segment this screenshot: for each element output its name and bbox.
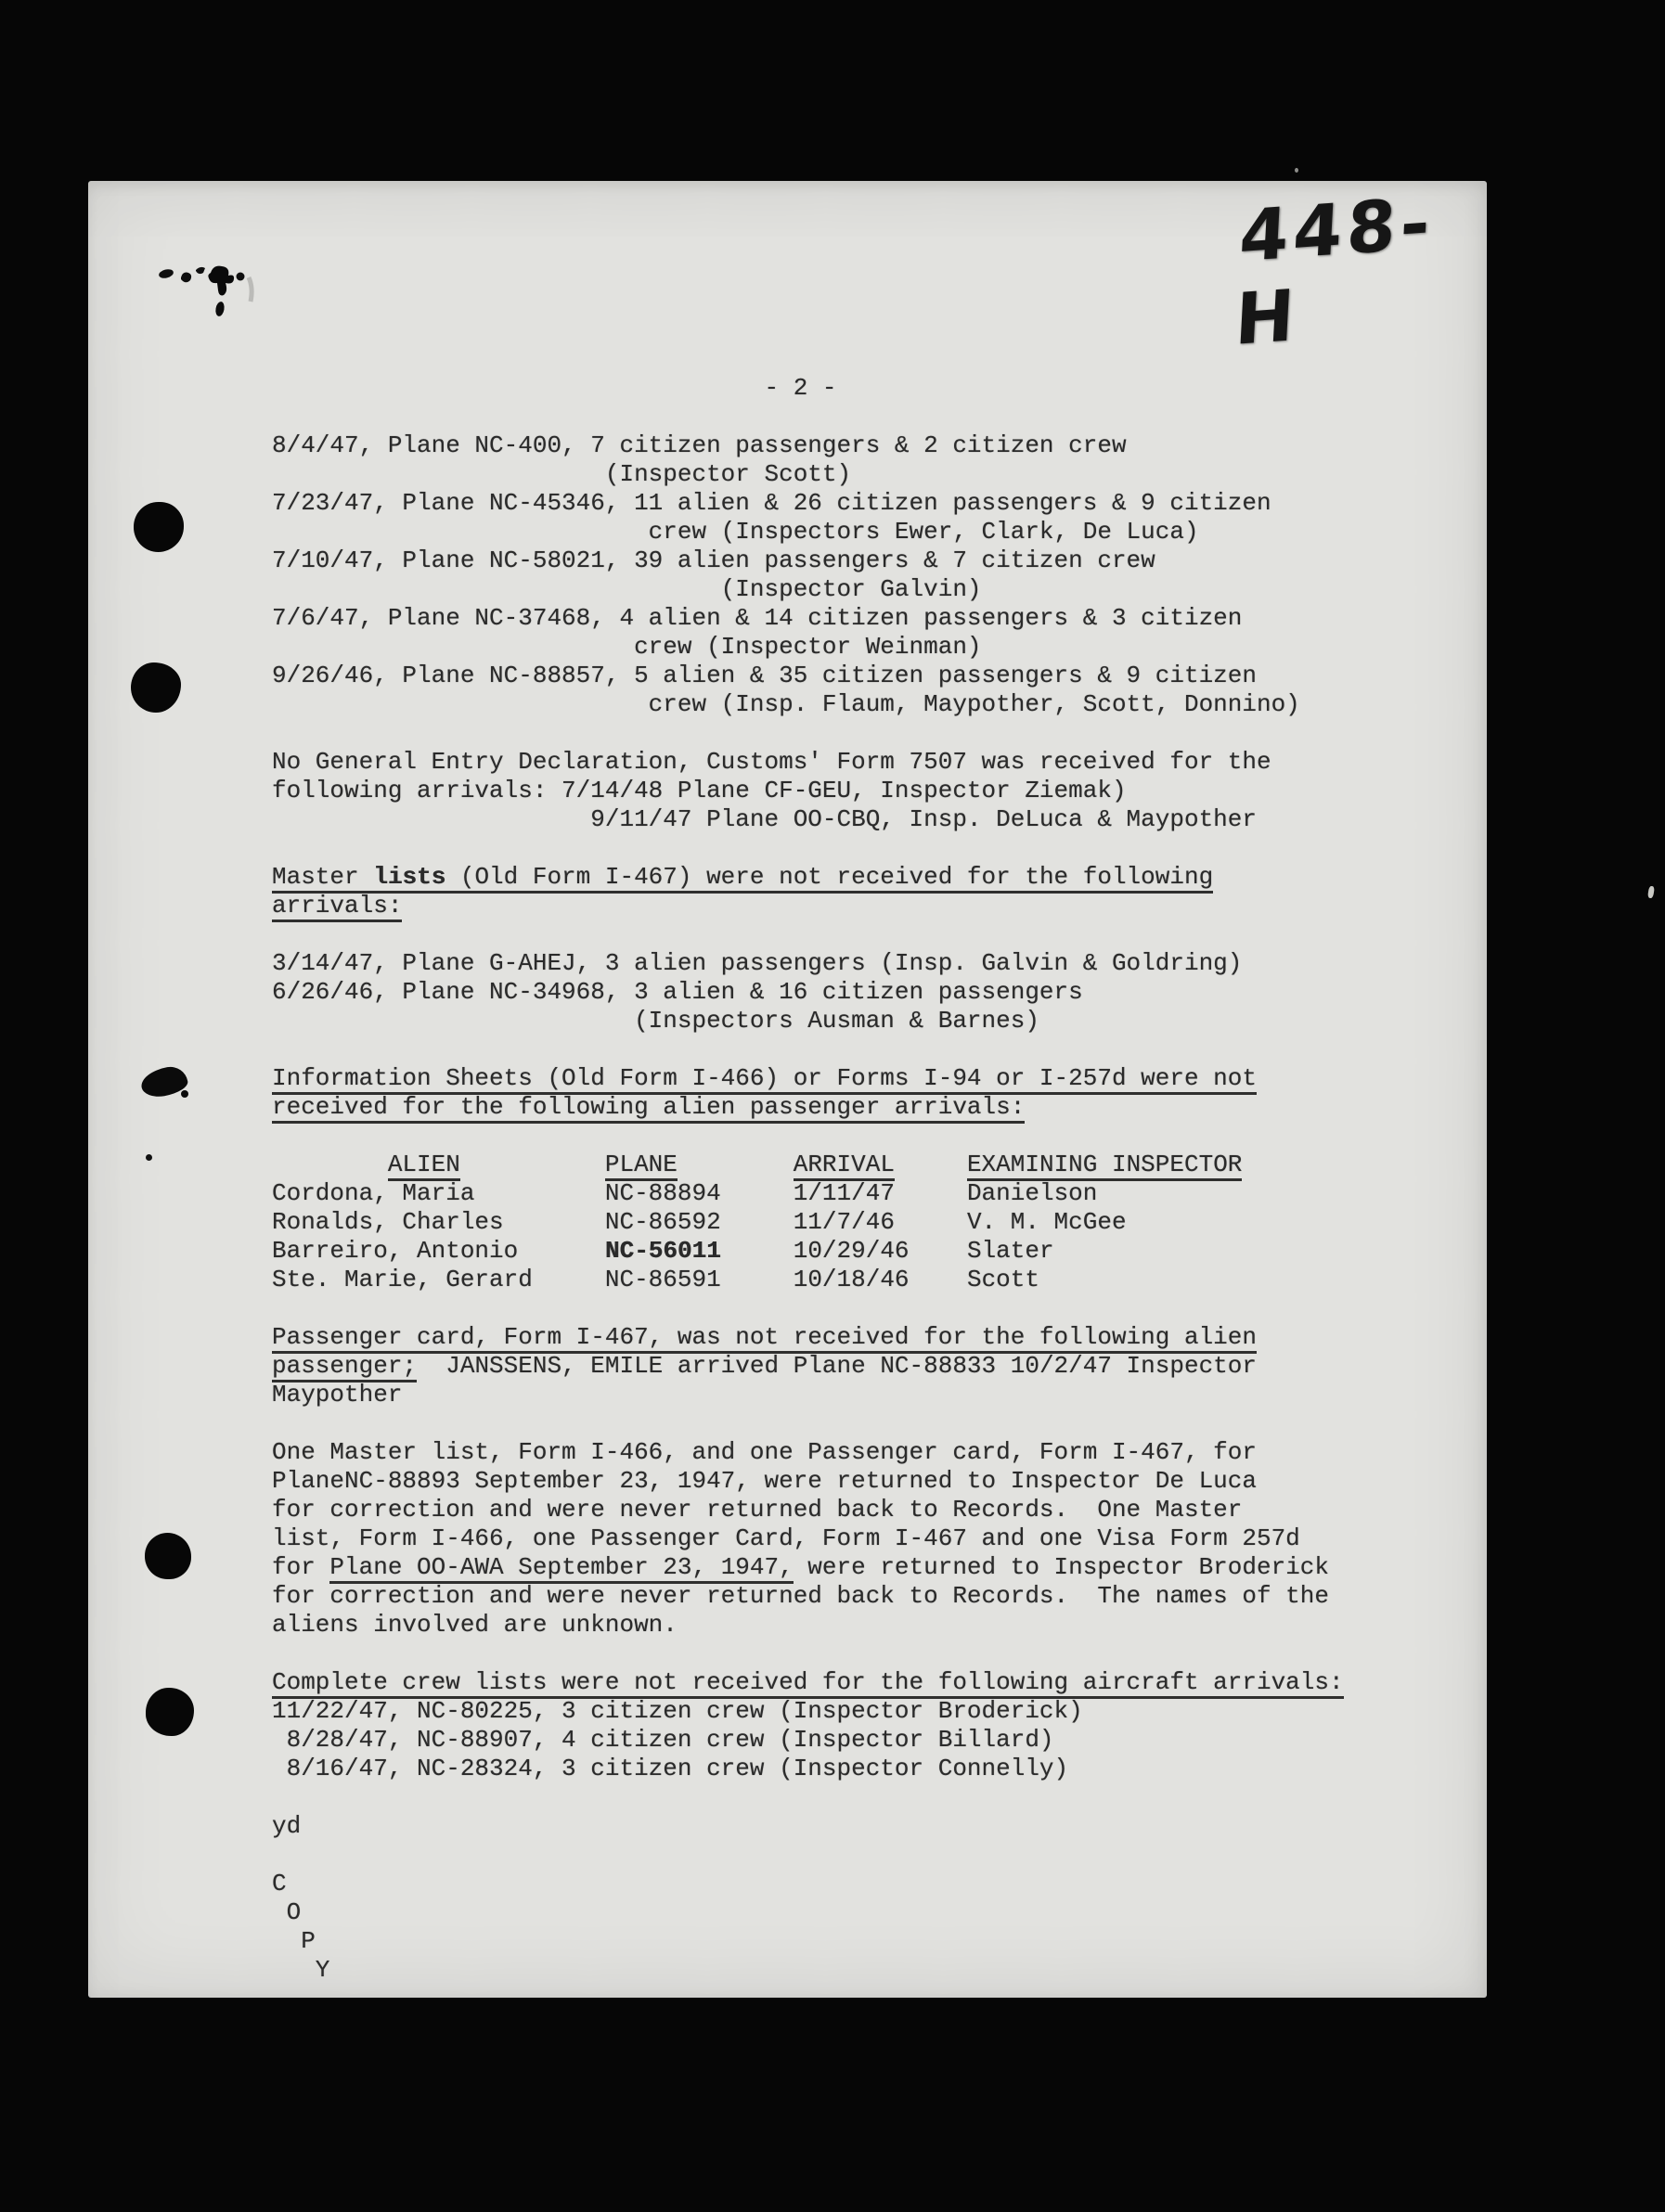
doc-line: [272, 1035, 1344, 1064]
doc-line: 9/11/47 Plane OO-CBQ, Insp. DeLuca & Maypother: [272, 805, 1257, 833]
doc-line: One Master list, Form I-466, and one Passenger card, Form I-467, for: [272, 1438, 1257, 1466]
scan-speck: [1647, 886, 1655, 899]
doc-line: [272, 1409, 1344, 1438]
doc-line: 9/26/46, Plane NC-88857, 5 alien & 35 citizen passengers & 9 citizen: [272, 662, 1257, 689]
doc-line: 8/28/47, NC-88907, 4 citizen crew (Inspector Billard): [272, 1726, 1054, 1754]
doc-line: for correction and were never returned back to Records. The names of the: [272, 1582, 1329, 1610]
table-row: Ronalds, Charles NC-86592 11/7/46 V. M. McGee: [272, 1208, 1127, 1236]
ink-blot: [146, 1154, 152, 1161]
doc-line: 7/6/47, Plane NC-37468, 4 alien & 14 citizen passengers & 3 citizen: [272, 604, 1243, 632]
doc-line: for correction and were never returned back to Records. One Master: [272, 1496, 1243, 1524]
doc-line: Maypother: [272, 1381, 403, 1408]
doc-line: for Plane OO-AWA September 23, 1947, were returned to Inspector Broderick: [272, 1553, 1344, 1582]
hole-punch: [146, 1688, 194, 1736]
section-heading: Complete crew lists were not received for the following aircraft arrivals:: [272, 1668, 1344, 1697]
doc-line: [272, 1841, 1344, 1870]
document-page: [88, 181, 1487, 1998]
copy-stamp-letter: C: [272, 1870, 287, 1897]
doc-line: [272, 1640, 1344, 1668]
table-header-row: ALIEN PLANE ARRIVAL EXAMINING INSPECTOR: [272, 1151, 1344, 1179]
ink-scribble: [155, 259, 283, 328]
section-heading: Information Sheets (Old Form I-466) or Forms I-94 or I-257d were not: [272, 1064, 1344, 1093]
doc-line: following arrivals: 7/14/48 Plane CF-GEU, Inspector Ziemak): [272, 777, 1127, 804]
document-text: [272, 374, 1344, 1985]
doc-line: 8/4/47, Plane NC-400, 7 citizen passengers & 2 citizen crew: [272, 431, 1127, 459]
copy-stamp-letter: Y: [272, 1956, 330, 1984]
hole-punch: [145, 1533, 191, 1579]
doc-line: [272, 403, 1344, 431]
section-heading: Master lists (Old Form I-467) were not received for the following: [272, 863, 1344, 892]
doc-line: [272, 834, 1344, 863]
typist-initials: yd: [272, 1812, 302, 1840]
scan-speck: [1295, 168, 1298, 173]
copy-stamp-letter: O: [272, 1898, 302, 1926]
doc-line: [272, 1783, 1344, 1812]
doc-line: (Inspector Scott): [272, 460, 852, 488]
table-row: Barreiro, Antonio NC-56011 10/29/46 Slater: [272, 1237, 1054, 1265]
doc-line: [272, 719, 1344, 748]
doc-line: 11/22/47, NC-80225, 3 citizen crew (Inspector Broderick): [272, 1697, 1083, 1725]
section-heading: Passenger card, Form I-467, was not received for the following alien: [272, 1323, 1344, 1352]
handwritten-page-label: 448-H: [1233, 181, 1437, 361]
table-row: Ste. Marie, Gerard NC-86591 10/18/46 Scott: [272, 1266, 1039, 1293]
hole-punch: [131, 662, 181, 713]
page-number: - 2 -: [272, 374, 837, 402]
doc-line: [272, 920, 1344, 949]
copy-stamp-letter: P: [272, 1927, 316, 1955]
doc-line: No General Entry Declaration, Customs' Form 7507 was received for the: [272, 748, 1271, 776]
doc-line: aliens involved are unknown.: [272, 1611, 678, 1639]
doc-line: 7/23/47, Plane NC-45346, 11 alien & 26 citizen passengers & 9 citizen: [272, 489, 1271, 517]
section-heading: received for the following alien passenger arrivals:: [272, 1093, 1344, 1122]
doc-line: list, Form I-466, one Passenger Card, Form I-467 and one Visa Form 257d: [272, 1524, 1300, 1552]
table-row: Cordona, Maria NC-88894 1/11/47 Danielson: [272, 1179, 1098, 1207]
ink-blot: [181, 1090, 188, 1098]
doc-line: (Inspector Galvin): [272, 575, 982, 603]
doc-line: 7/10/47, Plane NC-58021, 39 alien passengers & 7 citizen crew: [272, 547, 1155, 574]
doc-line: 8/16/47, NC-28324, 3 citizen crew (Inspector Connelly): [272, 1755, 1069, 1782]
doc-line: crew (Inspector Weinman): [272, 633, 982, 661]
doc-line: [272, 1122, 1344, 1151]
doc-line: 3/14/47, Plane G-AHEJ, 3 alien passengers (Insp. Galvin & Goldring): [272, 949, 1243, 977]
doc-line: 6/26/46, Plane NC-34968, 3 alien & 16 citizen passengers: [272, 978, 1083, 1006]
doc-line: PlaneNC-88893 September 23, 1947, were returned to Inspector De Luca: [272, 1467, 1257, 1495]
doc-line: [272, 1294, 1344, 1323]
doc-line: (Inspectors Ausman & Barnes): [272, 1007, 1039, 1035]
hole-punch: [134, 502, 184, 552]
doc-line: passenger; JANSSENS, EMILE arrived Plane NC-88833 10/2/47 Inspector: [272, 1352, 1344, 1381]
doc-line: crew (Inspectors Ewer, Clark, De Luca): [272, 518, 1199, 546]
doc-line: crew (Insp. Flaum, Maypother, Scott, Donnino): [272, 690, 1300, 718]
section-heading: arrivals:: [272, 892, 1344, 920]
